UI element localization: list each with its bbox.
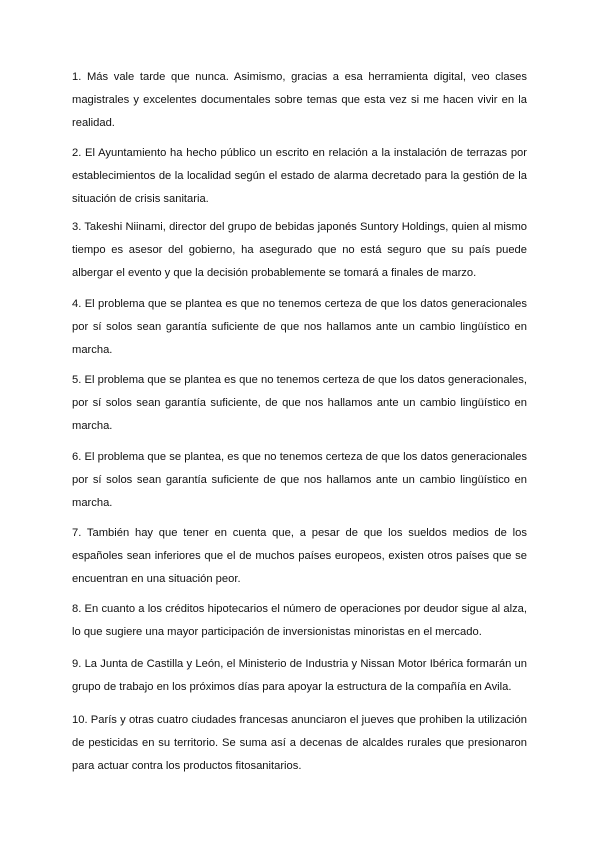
paragraph-6: 6. El problema que se plantea, es que no tenemos certeza de que los datos generacionales por sí solos sean garantía suficiente de que nos hallamos ante un cambio lingüístico en marcha. <box>72 451 527 509</box>
paragraph-3: 3. Takeshi Niinami, director del grupo de bebidas japonés Suntory Holdings, quien al mismo tiempo es asesor del gobierno, ha asegurado que no está seguro que su país puede albergar el evento y que la decisión probablemente se tomará a finales de marzo. <box>72 221 527 279</box>
paragraph-5: 5. El problema que se plantea es que no tenemos certeza de que los datos generacionales, por sí solos sean garantía suficiente, de que nos hallamos ante un cambio lingüístico en marcha. <box>72 374 527 432</box>
paragraph-8: 8. En cuanto a los créditos hipotecarios el número de operaciones por deudor sigue al alza, lo que sugiere una mayor participación de inversionistas minoristas en el mercado. <box>72 603 527 638</box>
paragraph-2: 2. El Ayuntamiento ha hecho público un escrito en relación a la instalación de terrazas por establecimientos de la localidad según el estado de alarma decretado para la gestión de la situación de crisis sanitaria. <box>72 147 527 205</box>
paragraph-4: 4. El problema que se plantea es que no tenemos certeza de que los datos generacionales por sí solos sean garantía suficiente de que nos hallamos ante un cambio lingüístico en marcha. <box>72 298 527 356</box>
paragraph-1: 1. Más vale tarde que nunca. Asimismo, gracias a esa herramienta digital, veo clases magistrales y excelentes documentales sobre temas que esta vez si me hacen vivir en la realidad. <box>72 71 527 129</box>
paragraph-10: 10. París y otras cuatro ciudades francesas anunciaron el jueves que prohiben la utilización de pesticidas en su territorio. Se suma así a decenas de alcaldes rurales que presionaron para actuar contra los productos fitosanitarios. <box>72 714 527 772</box>
paragraph-9: 9. La Junta de Castilla y León, el Ministerio de Industria y Nissan Motor Ibérica formarán un grupo de trabajo en los próximos días para apoyar la estructura de la compañía en Avila. <box>72 658 527 693</box>
paragraph-7: 7. También hay que tener en cuenta que, a pesar de que los sueldos medios de los españoles sean inferiores que el de muchos países europeos, existen otros países que se encuentran en una situación peor. <box>72 527 527 585</box>
